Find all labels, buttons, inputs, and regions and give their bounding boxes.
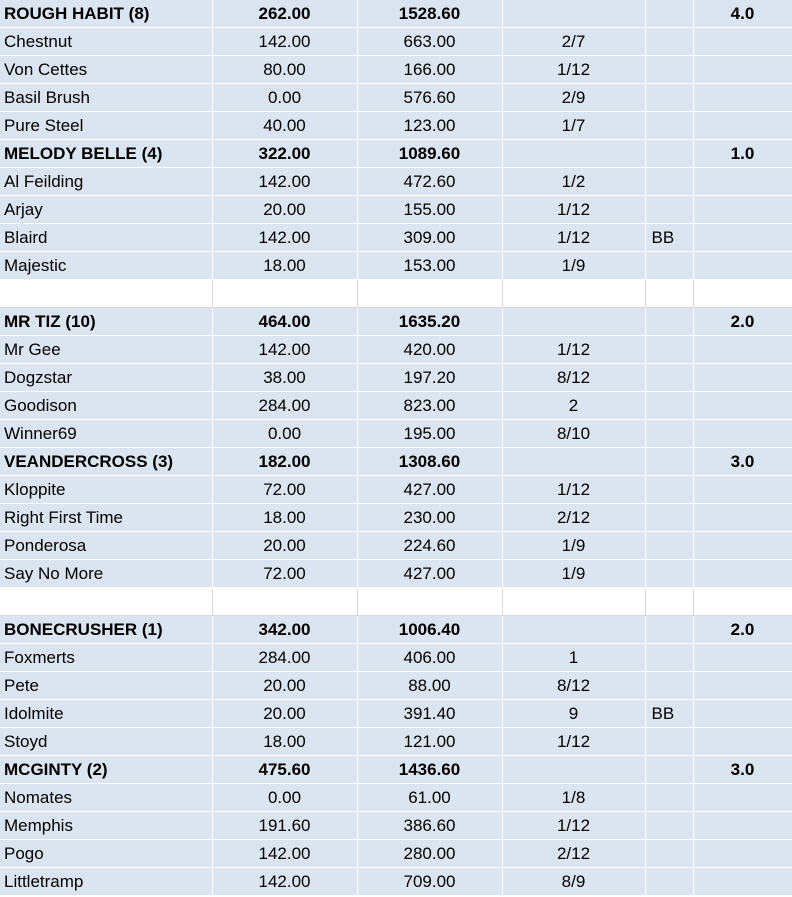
value-cell[interactable]: 20.00: [212, 196, 357, 224]
tag-cell[interactable]: [645, 840, 693, 868]
ratio-cell[interactable]: 1/12: [502, 728, 645, 756]
value-cell[interactable]: 40.00: [212, 112, 357, 140]
tag-cell[interactable]: [645, 672, 693, 700]
score-cell[interactable]: [693, 420, 792, 448]
tag-cell[interactable]: [645, 392, 693, 420]
entry-row: [0, 560, 792, 588]
score-cell[interactable]: [693, 504, 792, 532]
score-cell[interactable]: [693, 168, 792, 196]
total-cell[interactable]: 61.00: [357, 784, 502, 812]
total-cell[interactable]: 123.00: [357, 112, 502, 140]
ratio-cell[interactable]: 1/12: [502, 812, 645, 840]
value-cell[interactable]: 191.60: [212, 812, 357, 840]
score-cell[interactable]: [693, 392, 792, 420]
name-cell[interactable]: Nomates: [0, 784, 212, 812]
value-cell[interactable]: 142.00: [212, 840, 357, 868]
tag-cell[interactable]: BB: [645, 224, 693, 252]
value-cell[interactable]: 0.00: [212, 84, 357, 112]
tag-cell[interactable]: [645, 504, 693, 532]
total-cell[interactable]: 1528.60: [357, 0, 502, 28]
total-cell[interactable]: 576.60: [357, 84, 502, 112]
entry-row: [0, 728, 792, 756]
value-cell[interactable]: 342.00: [212, 616, 357, 644]
score-cell[interactable]: [693, 336, 792, 364]
score-cell[interactable]: [693, 840, 792, 868]
entry-row: [0, 420, 792, 448]
total-cell[interactable]: 427.00: [357, 560, 502, 588]
name-cell[interactable]: Right First Time: [0, 504, 212, 532]
name-cell[interactable]: Von Cettes: [0, 56, 212, 84]
entry-row: [0, 672, 792, 700]
score-cell[interactable]: 1.0: [693, 140, 792, 168]
entry-row: [0, 112, 792, 140]
total-cell[interactable]: 309.00: [357, 224, 502, 252]
value-cell[interactable]: 284.00: [212, 392, 357, 420]
entry-row: [0, 364, 792, 392]
name-cell[interactable]: MELODY BELLE (4): [0, 140, 212, 168]
total-cell[interactable]: 1089.60: [357, 140, 502, 168]
name-cell[interactable]: Goodison: [0, 392, 212, 420]
ratio-cell[interactable]: 1/12: [502, 56, 645, 84]
total-cell[interactable]: 472.60: [357, 168, 502, 196]
ratio-cell[interactable]: 2: [502, 392, 645, 420]
group-header-row: [0, 140, 792, 168]
blank-row: [0, 280, 792, 308]
value-cell[interactable]: 142.00: [212, 868, 357, 896]
total-cell[interactable]: [357, 588, 502, 616]
tag-cell[interactable]: [645, 560, 693, 588]
entry-row: [0, 196, 792, 224]
score-cell[interactable]: [693, 812, 792, 840]
name-cell[interactable]: Winner69: [0, 420, 212, 448]
tag-cell[interactable]: [645, 112, 693, 140]
value-cell[interactable]: 0.00: [212, 784, 357, 812]
tag-cell[interactable]: [645, 756, 693, 784]
value-cell[interactable]: 0.00: [212, 420, 357, 448]
ratio-cell[interactable]: 1/9: [502, 252, 645, 280]
total-cell[interactable]: 153.00: [357, 252, 502, 280]
ratio-cell[interactable]: 1/7: [502, 112, 645, 140]
ratio-cell[interactable]: 2/12: [502, 504, 645, 532]
ratio-cell[interactable]: [502, 756, 645, 784]
value-cell[interactable]: 322.00: [212, 140, 357, 168]
name-cell[interactable]: Blaird: [0, 224, 212, 252]
entry-row: [0, 812, 792, 840]
name-cell[interactable]: Pete: [0, 672, 212, 700]
entry-row: [0, 868, 792, 896]
ratio-cell[interactable]: 1/9: [502, 532, 645, 560]
name-cell[interactable]: Memphis: [0, 812, 212, 840]
entry-row: [0, 392, 792, 420]
tag-cell[interactable]: [645, 532, 693, 560]
total-cell[interactable]: 427.00: [357, 476, 502, 504]
name-cell[interactable]: Mr Gee: [0, 336, 212, 364]
ratio-cell[interactable]: 1/12: [502, 476, 645, 504]
ratio-cell[interactable]: 2/7: [502, 28, 645, 56]
blank-row: [0, 588, 792, 616]
name-cell[interactable]: Stoyd: [0, 728, 212, 756]
score-cell[interactable]: [693, 112, 792, 140]
name-cell[interactable]: Say No More: [0, 560, 212, 588]
total-cell[interactable]: 420.00: [357, 336, 502, 364]
entry-row: [0, 224, 792, 252]
tag-cell[interactable]: [645, 252, 693, 280]
tag-cell[interactable]: [645, 448, 693, 476]
score-cell[interactable]: 2.0: [693, 308, 792, 336]
ratio-cell[interactable]: 1/9: [502, 560, 645, 588]
value-cell[interactable]: 20.00: [212, 700, 357, 728]
total-cell[interactable]: 88.00: [357, 672, 502, 700]
score-cell[interactable]: [693, 588, 792, 616]
name-cell[interactable]: Littletramp: [0, 868, 212, 896]
ratio-cell[interactable]: 8/12: [502, 364, 645, 392]
total-cell[interactable]: 1006.40: [357, 616, 502, 644]
value-cell[interactable]: [212, 588, 357, 616]
value-cell[interactable]: 20.00: [212, 532, 357, 560]
tag-cell[interactable]: [645, 588, 693, 616]
tag-cell[interactable]: [645, 84, 693, 112]
score-cell[interactable]: 3.0: [693, 756, 792, 784]
ratio-cell[interactable]: 1: [502, 644, 645, 672]
total-cell[interactable]: 195.00: [357, 420, 502, 448]
total-cell[interactable]: 230.00: [357, 504, 502, 532]
score-cell[interactable]: 3.0: [693, 448, 792, 476]
name-cell[interactable]: Pure Steel: [0, 112, 212, 140]
ratio-cell[interactable]: 2/12: [502, 840, 645, 868]
score-cell[interactable]: [693, 532, 792, 560]
entry-row: [0, 476, 792, 504]
tag-cell[interactable]: [645, 56, 693, 84]
ratio-cell[interactable]: [502, 308, 645, 336]
entry-row: [0, 644, 792, 672]
value-cell[interactable]: 72.00: [212, 560, 357, 588]
ratio-cell[interactable]: 8/12: [502, 672, 645, 700]
tag-cell[interactable]: [645, 616, 693, 644]
score-cell[interactable]: 4.0: [693, 0, 792, 28]
ratio-cell[interactable]: 2/9: [502, 84, 645, 112]
entry-row: [0, 84, 792, 112]
group-header-row: [0, 448, 792, 476]
name-cell[interactable]: Ponderosa: [0, 532, 212, 560]
tag-cell[interactable]: [645, 420, 693, 448]
name-cell[interactable]: Basil Brush: [0, 84, 212, 112]
score-cell[interactable]: [693, 196, 792, 224]
total-cell[interactable]: [357, 280, 502, 308]
value-cell[interactable]: 475.60: [212, 756, 357, 784]
group-header-row: [0, 756, 792, 784]
value-cell[interactable]: 20.00: [212, 672, 357, 700]
name-cell[interactable]: BONECRUSHER (1): [0, 616, 212, 644]
value-cell[interactable]: 142.00: [212, 168, 357, 196]
tag-cell[interactable]: [645, 168, 693, 196]
ratio-cell[interactable]: 1/8: [502, 784, 645, 812]
name-cell[interactable]: MCGINTY (2): [0, 756, 212, 784]
total-cell[interactable]: 1436.60: [357, 756, 502, 784]
score-cell[interactable]: [693, 84, 792, 112]
entry-row: [0, 28, 792, 56]
group-header-row: [0, 616, 792, 644]
tag-cell[interactable]: [645, 868, 693, 896]
score-cell[interactable]: [693, 728, 792, 756]
score-cell[interactable]: [693, 672, 792, 700]
score-cell[interactable]: [693, 476, 792, 504]
name-cell[interactable]: Pogo: [0, 840, 212, 868]
total-cell[interactable]: 166.00: [357, 56, 502, 84]
entry-row: [0, 700, 792, 728]
total-cell[interactable]: 391.40: [357, 700, 502, 728]
entry-row: [0, 168, 792, 196]
total-cell[interactable]: 823.00: [357, 392, 502, 420]
value-cell[interactable]: 38.00: [212, 364, 357, 392]
tag-cell[interactable]: [645, 196, 693, 224]
value-cell[interactable]: 142.00: [212, 28, 357, 56]
ratio-cell[interactable]: 9: [502, 700, 645, 728]
ratio-cell[interactable]: 1/12: [502, 336, 645, 364]
tag-cell[interactable]: [645, 0, 693, 28]
total-cell[interactable]: 709.00: [357, 868, 502, 896]
total-cell[interactable]: 1308.60: [357, 448, 502, 476]
total-cell[interactable]: 280.00: [357, 840, 502, 868]
ratio-cell[interactable]: 8/10: [502, 420, 645, 448]
value-cell[interactable]: 18.00: [212, 728, 357, 756]
total-cell[interactable]: 121.00: [357, 728, 502, 756]
score-cell[interactable]: [693, 224, 792, 252]
ratio-cell[interactable]: 1/2: [502, 168, 645, 196]
score-cell[interactable]: [693, 28, 792, 56]
ratio-cell[interactable]: [502, 588, 645, 616]
tag-cell[interactable]: [645, 308, 693, 336]
entry-row: [0, 840, 792, 868]
entry-row: [0, 532, 792, 560]
tag-cell[interactable]: [645, 644, 693, 672]
value-cell[interactable]: 18.00: [212, 252, 357, 280]
value-cell[interactable]: 284.00: [212, 644, 357, 672]
group-header-row: [0, 308, 792, 336]
value-cell[interactable]: 262.00: [212, 0, 357, 28]
tag-cell[interactable]: [645, 728, 693, 756]
score-cell[interactable]: [693, 784, 792, 812]
name-cell[interactable]: Al Feilding: [0, 168, 212, 196]
tag-cell[interactable]: [645, 364, 693, 392]
ratio-cell[interactable]: [502, 280, 645, 308]
value-cell[interactable]: [212, 280, 357, 308]
score-cell[interactable]: 2.0: [693, 616, 792, 644]
name-cell[interactable]: VEANDERCROSS (3): [0, 448, 212, 476]
entry-row: [0, 252, 792, 280]
total-cell[interactable]: 386.60: [357, 812, 502, 840]
value-cell[interactable]: 142.00: [212, 336, 357, 364]
total-cell[interactable]: 155.00: [357, 196, 502, 224]
tag-cell[interactable]: BB: [645, 700, 693, 728]
name-cell[interactable]: Majestic: [0, 252, 212, 280]
tag-cell[interactable]: [645, 140, 693, 168]
name-cell[interactable]: [0, 588, 212, 616]
name-cell[interactable]: Dogzstar: [0, 364, 212, 392]
tag-cell[interactable]: [645, 476, 693, 504]
ratio-cell[interactable]: [502, 140, 645, 168]
total-cell[interactable]: 224.60: [357, 532, 502, 560]
entry-row: [0, 784, 792, 812]
value-cell[interactable]: 182.00: [212, 448, 357, 476]
total-cell[interactable]: 406.00: [357, 644, 502, 672]
tag-cell[interactable]: [645, 280, 693, 308]
score-cell[interactable]: [693, 560, 792, 588]
name-cell[interactable]: ROUGH HABIT (8): [0, 0, 212, 28]
tag-cell[interactable]: [645, 784, 693, 812]
entry-row: [0, 504, 792, 532]
total-cell[interactable]: 197.20: [357, 364, 502, 392]
tag-cell[interactable]: [645, 336, 693, 364]
entry-row: [0, 336, 792, 364]
ratio-cell[interactable]: 1/12: [502, 196, 645, 224]
total-cell[interactable]: 663.00: [357, 28, 502, 56]
total-cell[interactable]: 1635.20: [357, 308, 502, 336]
score-cell[interactable]: [693, 364, 792, 392]
ratio-cell[interactable]: [502, 448, 645, 476]
ratio-cell[interactable]: 1/12: [502, 224, 645, 252]
value-cell[interactable]: 18.00: [212, 504, 357, 532]
name-cell[interactable]: Idolmite: [0, 700, 212, 728]
score-cell[interactable]: [693, 700, 792, 728]
name-cell[interactable]: Chestnut: [0, 28, 212, 56]
tag-cell[interactable]: [645, 812, 693, 840]
score-cell[interactable]: [693, 868, 792, 896]
value-cell[interactable]: 80.00: [212, 56, 357, 84]
value-cell[interactable]: 464.00: [212, 308, 357, 336]
name-cell[interactable]: Arjay: [0, 196, 212, 224]
tag-cell[interactable]: [645, 28, 693, 56]
value-cell[interactable]: 142.00: [212, 224, 357, 252]
name-cell[interactable]: [0, 280, 212, 308]
name-cell[interactable]: Foxmerts: [0, 644, 212, 672]
ratio-cell[interactable]: [502, 0, 645, 28]
score-cell[interactable]: [693, 252, 792, 280]
group-header-row: [0, 0, 792, 28]
name-cell[interactable]: MR TIZ (10): [0, 308, 212, 336]
value-cell[interactable]: 72.00: [212, 476, 357, 504]
entry-row: [0, 56, 792, 84]
score-cell[interactable]: [693, 644, 792, 672]
ratio-cell[interactable]: 8/9: [502, 868, 645, 896]
score-cell[interactable]: [693, 280, 792, 308]
name-cell[interactable]: Kloppite: [0, 476, 212, 504]
score-cell[interactable]: [693, 56, 792, 84]
ratio-cell[interactable]: [502, 616, 645, 644]
